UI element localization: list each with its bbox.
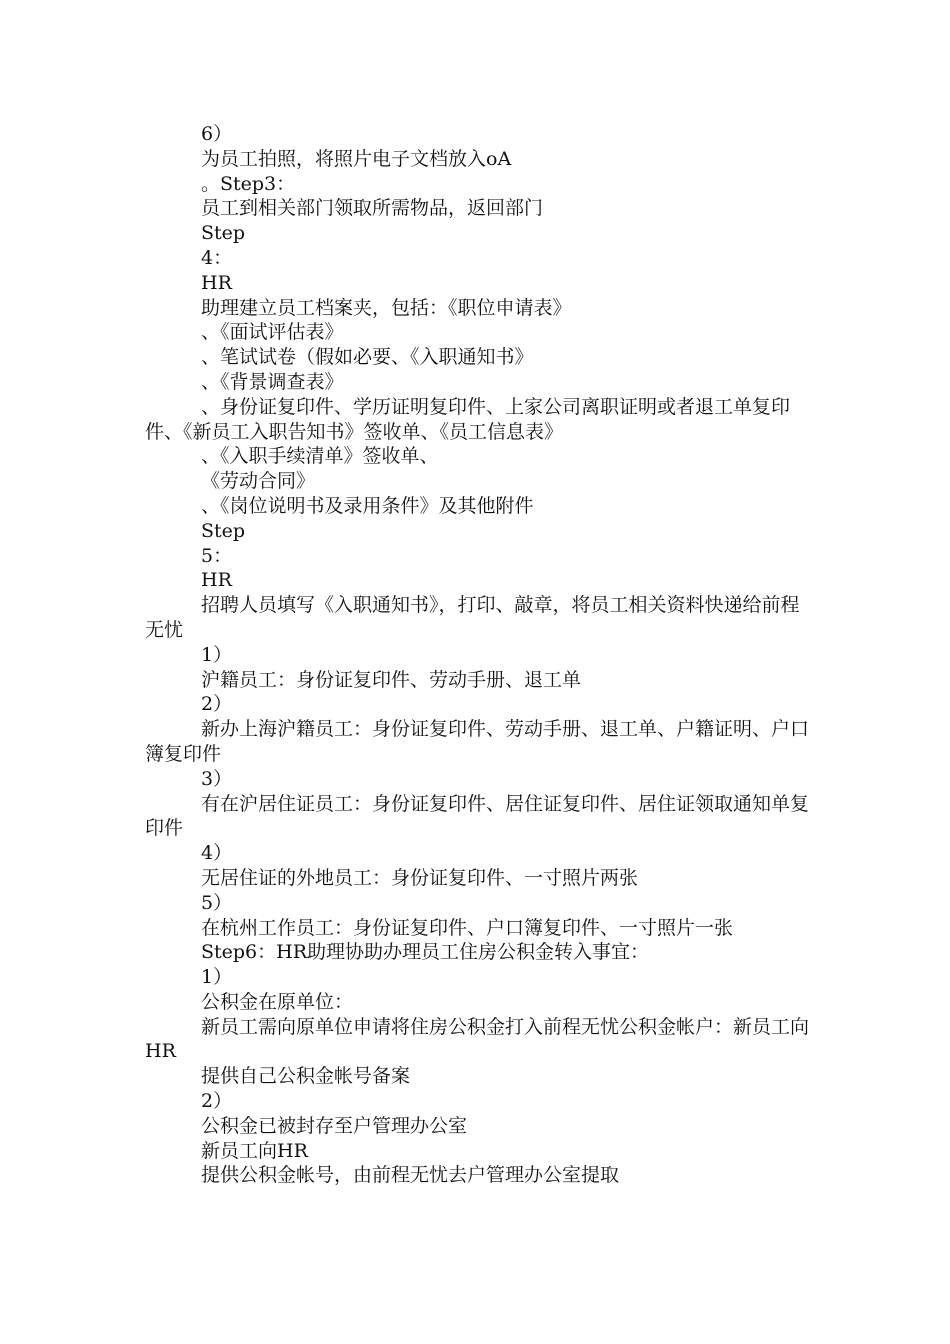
text-line: 新员工向HR: [201, 1139, 308, 1162]
text-line: 1）: [201, 643, 233, 666]
text-line: 无居住证的外地员工：身份证复印件、一寸照片两张: [201, 866, 639, 889]
text-line: 。Step3：: [201, 172, 296, 195]
text-line: 2）: [201, 693, 233, 716]
text-line: HR: [201, 569, 232, 592]
text-line: 、笔试试卷（假如必要、《入职通知书》: [201, 346, 534, 369]
text-line: Step6：HR助理协助办理员工住房公积金转入事宜：: [201, 941, 650, 964]
text-line: 5：: [201, 544, 233, 567]
text-line: 、《岗位说明书及录用条件》及其他附件: [201, 494, 534, 517]
text-line: Step: [201, 519, 246, 542]
document-body: [145, 122, 810, 1188]
text-line: 、《入职手续清单》签收单、: [201, 445, 439, 468]
text-line: 为员工拍照，将照片电子文档放入oA: [201, 147, 512, 170]
text-line: Step: [201, 222, 246, 245]
text-line: 、《背景调查表》: [201, 370, 344, 393]
text-line: 、《面试评估表》: [201, 321, 344, 344]
text-line: 2）: [201, 1090, 233, 1113]
text-line: 提供自己公积金帐号备案: [201, 1065, 411, 1088]
text-line: 在杭州工作员工：身份证复印件、户口簿复印件、一寸照片一张: [201, 916, 734, 939]
text-line: 4）: [201, 842, 233, 865]
text-line: 1）: [201, 966, 233, 989]
text-line: 4：: [201, 246, 233, 269]
text-line: 公积金已被封存至户管理办公室: [201, 1114, 468, 1137]
text-line: 员工到相关部门领取所需物品，返回部门: [201, 197, 544, 220]
text-line: 招聘人员填写《入职通知书》，打印、敲章，将员工相关资料快递给前程无忧: [145, 594, 800, 641]
text-line: 新办上海沪籍员工：身份证复印件、劳动手册、退工单、户籍证明、户口簿复印件: [145, 718, 810, 765]
text-line: 有在沪居住证员工：身份证复印件、居住证复印件、居住证领取通知单复印件: [145, 792, 810, 840]
text-line: 公积金在原单位：: [201, 990, 354, 1013]
text-line: HR: [201, 271, 232, 294]
text-line: 沪籍员工：身份证复印件、劳动手册、退工单: [201, 668, 582, 691]
text-line: 新员工需向原单位申请将住房公积金打入前程无忧公积金帐户：新员工向HR: [145, 1015, 810, 1063]
text-line: 3）: [201, 767, 233, 790]
text-line: 、身份证复印件、学历证明复印件、上家公司离职证明或者退工单复印件、《新员工入职告知书》签收单、《员工信息表》: [145, 395, 791, 443]
text-line: 6）: [201, 123, 233, 145]
text-line: 助理建立员工档案夹，包括：《职位申请表》: [201, 296, 572, 319]
text-line: 《劳动合同》: [201, 470, 316, 493]
text-line: 5）: [201, 891, 233, 914]
text-line: 提供公积金帐号，由前程无忧去户管理办公室提取: [201, 1164, 620, 1187]
